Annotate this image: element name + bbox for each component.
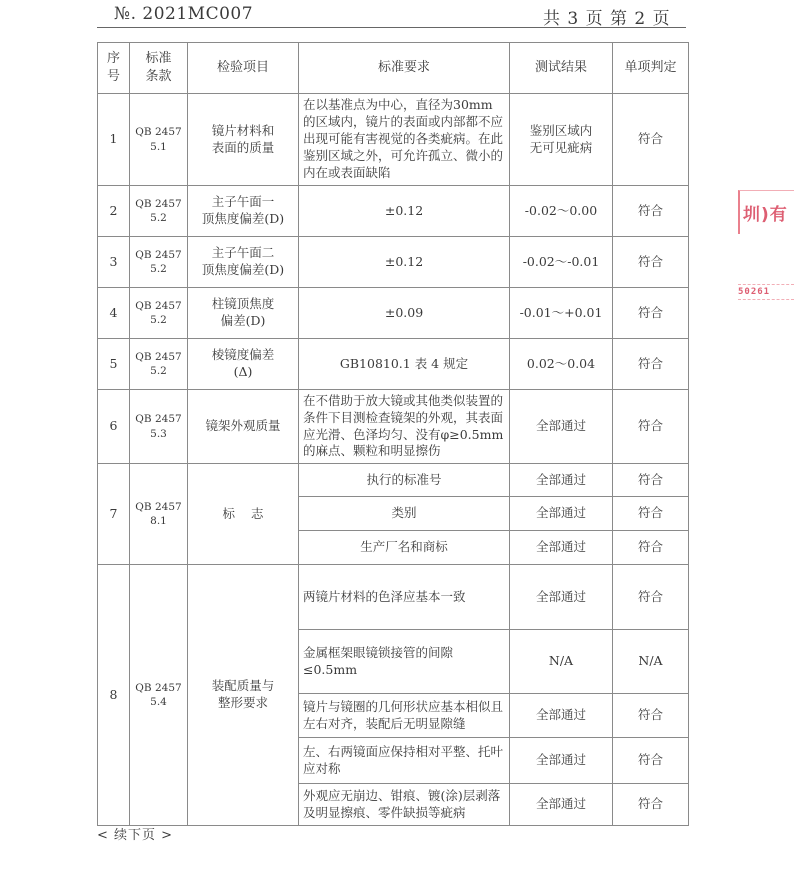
row-requirement: 生产厂名和商标 [299, 531, 510, 565]
row-no: 1 [98, 94, 130, 186]
table-row [98, 186, 689, 237]
row-result: 全部通过 [510, 390, 613, 464]
seal-stamp: 圳)有 [738, 190, 794, 234]
row-no: 5 [98, 339, 130, 390]
row-requirement: 左、右两镜面应保持相对平整、托叶应对称 [299, 738, 510, 784]
header-clause: 标准 条款 [130, 43, 188, 94]
header-verdict: 单项判定 [613, 43, 689, 94]
row-result: 全部通过 [510, 497, 613, 531]
row-clause: QB 2457 5.2 [130, 237, 188, 288]
row-requirement: 在不借助于放大镜或其他类似装置的条件下目测检查镜架的外观，其表面应光滑、色泽均匀、没有φ≥0.5mm 的麻点、颗粒和明显擦伤 [299, 390, 510, 464]
row-item: 棱镜度偏差 (Δ) [188, 339, 299, 390]
row-no: 2 [98, 186, 130, 237]
table-row [98, 288, 689, 339]
header-no: 序号 [98, 43, 130, 94]
row-verdict: N/A [613, 630, 689, 694]
page-info: 共 3 页 第 2 页 [543, 9, 671, 29]
row-verdict: 符合 [613, 339, 689, 390]
row-no: 6 [98, 390, 130, 464]
row-requirement: 在以基准点为中心，直径为30mm的区域内，镜片的表面或内部都不应出现可能有害视觉的各类疵病。在此鉴别区域之外，可允许孤立、微小的内在或表面缺陷 [299, 94, 510, 186]
row-verdict: 符合 [613, 94, 689, 186]
row-result: -0.01～+0.01 [510, 288, 613, 339]
row-requirement: 执行的标准号 [299, 464, 510, 497]
table-row [98, 339, 689, 390]
row-result: 0.02～0.04 [510, 339, 613, 390]
row-item: 柱镜顶焦度 偏差(D) [188, 288, 299, 339]
row-verdict: 符合 [613, 497, 689, 531]
row-verdict: 符合 [613, 694, 689, 738]
row-clause: QB 2457 5.3 [130, 390, 188, 464]
row-requirement: 外观应无崩边、钳痕、镀(涂)层剥落及明显擦痕、零件缺损等疵病 [299, 784, 510, 826]
row-item: 镜片材料和 表面的质量 [188, 94, 299, 186]
row-verdict: 符合 [613, 784, 689, 826]
row-result: N/A [510, 630, 613, 694]
table-row [98, 565, 689, 630]
row-requirement: ±0.12 [299, 237, 510, 288]
header-result: 测试结果 [510, 43, 613, 94]
row-verdict: 符合 [613, 738, 689, 784]
row-requirement: 镜片与镜圈的几何形状应基本相似且左右对齐，装配后无明显隙缝 [299, 694, 510, 738]
row-result: 全部通过 [510, 531, 613, 565]
row-verdict: 符合 [613, 186, 689, 237]
row-clause: QB 2457 5.2 [130, 186, 188, 237]
row-verdict: 符合 [613, 288, 689, 339]
row-result: 全部通过 [510, 565, 613, 630]
row-result: 全部通过 [510, 784, 613, 826]
row-item: 主子午面二 顶焦度偏差(D) [188, 237, 299, 288]
row-clause: QB 2457 5.2 [130, 288, 188, 339]
row-clause: QB 2457 5.4 [130, 565, 188, 826]
row-verdict: 符合 [613, 531, 689, 565]
row-verdict: 符合 [613, 565, 689, 630]
row-verdict: 符合 [613, 390, 689, 464]
row-item: 镜架外观质量 [188, 390, 299, 464]
row-clause: QB 2457 5.2 [130, 339, 188, 390]
table-row [98, 390, 689, 464]
header-divider [97, 27, 686, 28]
row-requirement: ±0.09 [299, 288, 510, 339]
row-clause: QB 2457 5.1 [130, 94, 188, 186]
row-clause: QB 2457 8.1 [130, 464, 188, 565]
row-verdict: 符合 [613, 464, 689, 497]
row-requirement: 金属框架眼镜锁接管的间隙≤0.5mm [299, 630, 510, 694]
row-result: -0.02～-0.01 [510, 237, 613, 288]
row-requirement: 两镜片材料的色泽应基本一致 [299, 565, 510, 630]
row-result: 鉴别区域内 无可见疵病 [510, 94, 613, 186]
row-verdict: 符合 [613, 237, 689, 288]
table-row [98, 464, 689, 497]
row-item: 主子午面一 顶焦度偏差(D) [188, 186, 299, 237]
table-row [98, 237, 689, 288]
table-row [98, 94, 689, 186]
header-requirement: 标准要求 [299, 43, 510, 94]
row-result: -0.02～0.00 [510, 186, 613, 237]
report-number: №. 2021MC007 [114, 4, 254, 24]
row-requirement: 类别 [299, 497, 510, 531]
header-item: 检验项目 [188, 43, 299, 94]
row-item: 标 志 [188, 464, 299, 565]
row-result: 全部通过 [510, 738, 613, 784]
row-requirement: GB10810.1 表 4 规定 [299, 339, 510, 390]
row-no: 7 [98, 464, 130, 565]
row-requirement: ±0.12 [299, 186, 510, 237]
row-result: 全部通过 [510, 694, 613, 738]
row-result: 全部通过 [510, 464, 613, 497]
row-item: 装配质量与 整形要求 [188, 565, 299, 826]
table-header-row [98, 43, 689, 94]
row-no: 8 [98, 565, 130, 826]
row-no: 4 [98, 288, 130, 339]
continued-note: < 续下页 > [97, 828, 174, 843]
row-no: 3 [98, 237, 130, 288]
seal-code: 50261 [738, 284, 794, 300]
inspection-table [97, 42, 689, 826]
